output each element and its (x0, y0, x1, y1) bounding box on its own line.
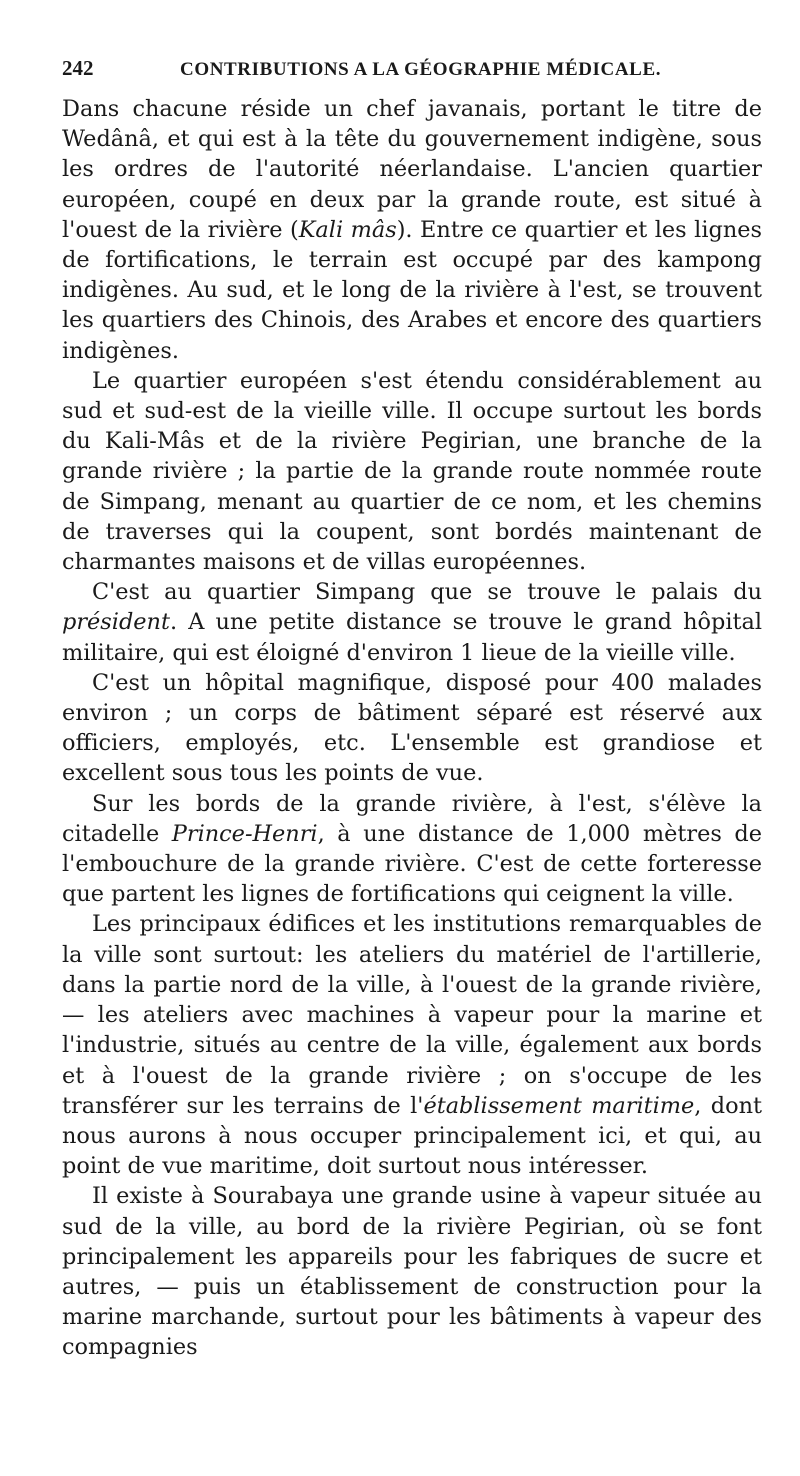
text-run: , dont nous aurons à nous occuper principalement ici, et qui, au point de vue maritime, doit surtout nous intéresser. (62, 1092, 763, 1180)
italic-text: président (62, 609, 170, 636)
text-run: ). Entre ce quartier et les lignes de fortifications, le terrain est occupé par des kampong indigènes. Au sud, et le long de la rivière à l'est, se trouvent les quartiers des Chinois, des Arabes et encore des quartiers indigènes. (62, 216, 762, 364)
text-run: Sur les bords de la grande rivière, à l'est, s'élève la citadelle (62, 790, 762, 847)
running-title: CONTRIBUTIONS A LA GÉOGRAPHIE MÉDICALE. (180, 59, 662, 80)
paragraph (62, 577, 762, 668)
text-run: Les principaux édifices et les institutions remarquables de la ville sont surtout: les ateliers du matériel de l'artillerie, dans la partie nord de la ville, à l'ouest de la grande rivière, — les ateliers avec machines à vapeur pour la marine et l'industrie, situés au centre de la ville, également aux bords et à l'ouest de la grande rivière ; on s'occupe de les transférer sur les terrains de l' (62, 911, 762, 1119)
paragraph (62, 789, 762, 910)
italic-text: Kali mâs (298, 216, 397, 243)
italic-text: établissement maritime (423, 1092, 695, 1119)
text-run: Dans chacune réside un chef javanais, portant le titre de Wedânâ, et qui est à la tête du gouvernement indigène, sous les ordres de l'autorité néerlandaise. L'ancien quartier européen, coupé en deux par la grande route, est situé à l'ouest de la rivière ( (62, 96, 762, 243)
page-number: 242 (62, 56, 94, 80)
page-header (62, 56, 762, 90)
text-run: Le quartier européen s'est étendu considérablement au sud et sud-est de la vieille ville. Il occupe surtout les bords du Kali-Mâs et de la rivière Pegirian, une branche de la grande rivière ; la partie de la grande route nommée route de Simpang, menant au quartier de ce nom, et les chemins de traverses qui la coupent, sont bordés maintenant de charmantes maisons et de villas européennes. (62, 367, 762, 576)
book-page (62, 56, 762, 1363)
page-body (62, 94, 762, 1363)
text-run: C'est un hôpital magnifique, disposé pour 400 malades environ ; un corps de bâtiment séparé est réservé aux officiers, employés, etc. L'ensemble est grandiose et excellent sous tous les points de vue. (62, 669, 762, 787)
text-run: Il existe à Sourabaya une grande usine à vapeur située au sud de la ville, au bord de la rivière Pegirian, où se font principalement les appareils pour les fabriques de sucre et autres, — puis un établissement de construction pour la marine marchande, surtout pour les bâtiments à vapeur des compagnies (62, 1183, 762, 1361)
text-run: C'est au quartier Simpang que se trouve le palais du (92, 579, 762, 606)
italic-text: Prince-Henri (171, 820, 318, 847)
text-run: . A une petite distance se trouve le grand hôpital militaire, qui est éloigné d'environ 1 lieue de la vieille ville. (62, 609, 762, 666)
paragraph (62, 94, 762, 366)
paragraph (62, 668, 762, 789)
text-run: , à une distance de 1,000 mètres de l'embouchure de la grande rivière. C'est de cette forteresse que partent les lignes de fortifications qui ceignent la ville. (62, 820, 762, 908)
paragraph (62, 1181, 762, 1362)
paragraph (62, 366, 762, 577)
paragraph (62, 909, 762, 1181)
